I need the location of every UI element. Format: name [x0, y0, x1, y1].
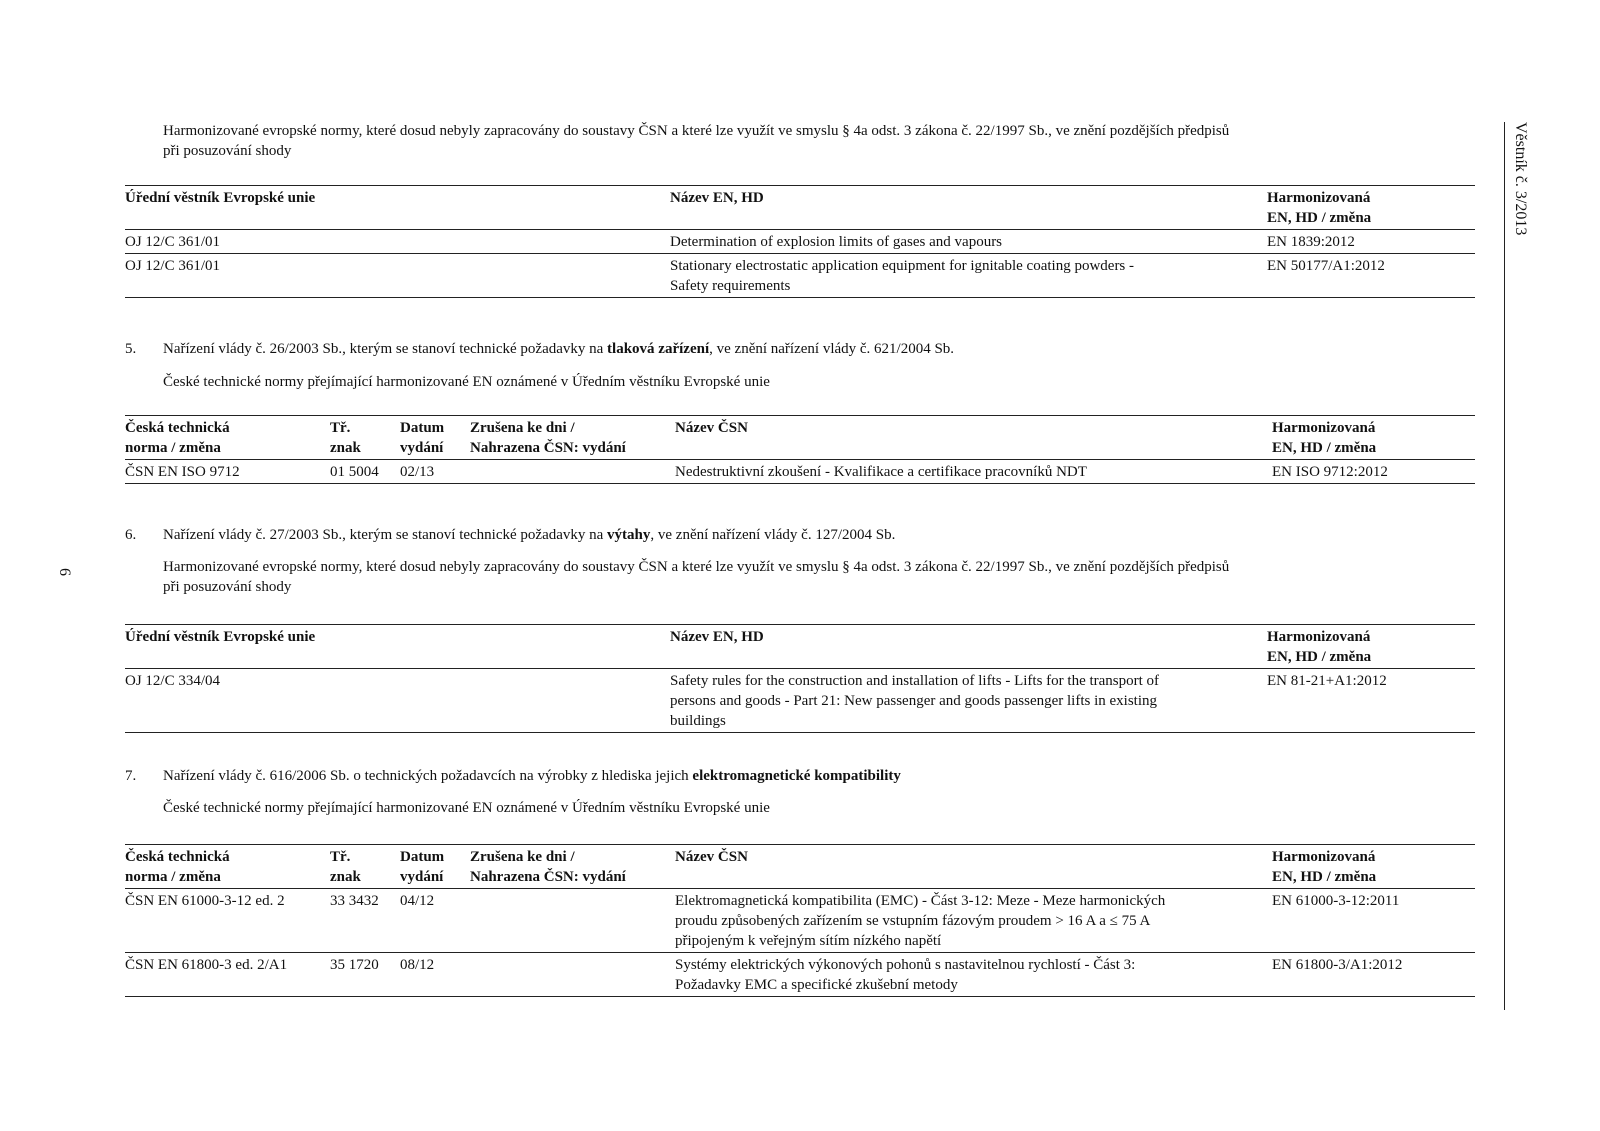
section-7-heading	[125, 766, 1425, 786]
cell-harmonized: EN 61800-3/A1:2012	[1272, 957, 1403, 973]
cell-name	[675, 889, 1272, 953]
cell-name	[670, 669, 1267, 733]
header-line: Harmonizovaná	[1272, 420, 1376, 436]
table-csn-pressure	[125, 415, 1475, 484]
cell-name	[670, 254, 1267, 298]
subtitle-line-1: Harmonizované evropské normy, které dosud nebyly zapracovány do soustavy ČSN a které lze využít ve smyslu § 4a odst. 3 zákona č. 22/1997 Sb., ve znění pozdějších předpisů	[163, 559, 1230, 575]
header-line: Harmonizovaná	[1272, 849, 1376, 865]
cell-name-line: proudu způsobených zařízením se vstupním fázovým proudem > 16 A a ≤ 75 A	[675, 913, 1151, 929]
table-csn-emc	[125, 844, 1475, 997]
intro-line-2: při posuzování shody	[163, 143, 292, 159]
col-header-name: Název EN, HD	[670, 629, 764, 645]
page-number: 6	[56, 568, 73, 576]
cell-date: 02/13	[400, 464, 435, 480]
col-header-class	[330, 416, 400, 460]
cell-name-line: Elektromagnetická kompatibilita (EMC) - Část 3-12: Meze - Meze harmonických	[675, 893, 1166, 909]
cell-class: 01 5004	[330, 464, 379, 480]
col-header-name: Název ČSN	[675, 849, 748, 865]
table-row	[125, 953, 1475, 997]
col-header-name: Název ČSN	[675, 420, 748, 436]
col-header-harmonized-line-2: EN, HD / změna	[1267, 210, 1372, 226]
cell-norm: ČSN EN 61000-3-12 ed. 2	[125, 893, 285, 909]
cell-cancel	[470, 889, 675, 953]
cell-name-line: Safety rules for the construction and installation of lifts - Lifts for the transport of	[670, 673, 1160, 689]
header-line: EN, HD / změna	[1272, 869, 1377, 885]
col-header-name: Název EN, HD	[670, 190, 764, 206]
section-6-subtitle	[163, 557, 1383, 597]
col-header-harmonized-line-1: Harmonizovaná	[1267, 629, 1371, 645]
section-7-subtitle: České technické normy přejímající harmonizované EN oznámené v Úředním věstníku Evropské unie	[163, 800, 770, 816]
col-header-harmonized	[1272, 416, 1475, 460]
cell-name-line: Systémy elektrických výkonových pohonů s nastavitelnou rychlostí - Část 3:	[675, 957, 1136, 973]
col-header-journal: Úřední věstník Evropské unie	[125, 629, 316, 645]
section-text-after: , ve znění nařízení vlády č. 127/2004 Sb.	[650, 527, 896, 543]
header-line: znak	[330, 440, 361, 456]
cell-journal: OJ 12/C 361/01	[125, 234, 221, 250]
cell-harmonized: EN 61000-3-12:2011	[1272, 893, 1400, 909]
header-line: Zrušena ke dni /	[470, 849, 575, 865]
section-text: Nařízení vlády č. 26/2003 Sb., kterým se stanoví technické požadavky na	[163, 341, 608, 357]
col-header-date	[400, 845, 470, 889]
section-bold-term: tlaková zařízení	[607, 341, 710, 357]
cell-date: 04/12	[400, 893, 435, 909]
table-row	[125, 460, 1475, 484]
section-number: 5.	[125, 341, 137, 357]
cell-harmonized: EN ISO 9712:2012	[1272, 464, 1388, 480]
section-text: Nařízení vlády č. 616/2006 Sb. o technických požadavcích na výrobky z hlediska jejich	[163, 768, 693, 784]
cell-name-line: buildings	[670, 713, 726, 729]
cell-cancel	[470, 953, 675, 997]
col-header-cancel	[470, 845, 675, 889]
cell-name	[670, 230, 1267, 254]
col-header-norm	[125, 416, 330, 460]
intro-line-1: Harmonizované evropské normy, které dosud nebyly zapracovány do soustavy ČSN a které lze využít ve smyslu § 4a odst. 3 zákona č. 22/1997 Sb., ve znění pozdějších předpisů	[163, 123, 1230, 139]
table-header-row	[125, 416, 1475, 460]
header-line: Datum	[400, 420, 445, 436]
cell-class: 33 3432	[330, 893, 379, 909]
table-row	[125, 254, 1475, 298]
cell-class: 35 1720	[330, 957, 379, 973]
cell-journal: OJ 12/C 334/04	[125, 673, 221, 689]
cell-harmonized: EN 50177/A1:2012	[1267, 258, 1385, 274]
cell-journal: OJ 12/C 361/01	[125, 258, 221, 274]
cell-name-line: persons and goods - Part 21: New passenger and goods passenger lifts in existing	[670, 693, 1158, 709]
header-line: EN, HD / změna	[1272, 440, 1377, 456]
cell-name	[675, 953, 1272, 997]
section-5-subtitle: České technické normy přejímající harmonizované EN oznámené v Úředním věstníku Evropské unie	[163, 374, 770, 390]
col-header-class	[330, 845, 400, 889]
col-header-journal: Úřední věstník Evropské unie	[125, 190, 316, 206]
subtitle-line-2: při posuzování shody	[163, 579, 292, 595]
section-text-after: , ve znění nařízení vlády č. 621/2004 Sb.	[709, 341, 955, 357]
cell-name: Nedestruktivní zkoušení - Kvalifikace a certifikace pracovníků NDT	[675, 464, 1087, 480]
section-6-heading	[125, 525, 1425, 545]
section-number: 7.	[125, 768, 137, 784]
header-line: norma / změna	[125, 869, 221, 885]
header-line: Nahrazena ČSN: vydání	[470, 440, 626, 456]
table-oj-lifts	[125, 624, 1475, 733]
table-row	[125, 230, 1475, 254]
cell-harmonized: EN 1839:2012	[1267, 234, 1355, 250]
table-row	[125, 669, 1475, 733]
cell-name-line: Determination of explosion limits of gases and vapours	[670, 234, 1003, 250]
col-header-harmonized-line-2: EN, HD / změna	[1267, 649, 1372, 665]
col-header-harmonized	[1272, 845, 1475, 889]
header-line: Česká technická	[125, 849, 230, 865]
table-header-row	[125, 186, 1475, 230]
header-line: Tř.	[330, 849, 351, 865]
section-number: 6.	[125, 527, 137, 543]
table-header-row	[125, 845, 1475, 889]
col-header-norm	[125, 845, 330, 889]
header-line: Česká technická	[125, 420, 230, 436]
header-line: Zrušena ke dni /	[470, 420, 575, 436]
cell-name-line: Safety requirements	[670, 278, 791, 294]
intro-paragraph	[163, 121, 1383, 161]
cell-cancel	[470, 460, 675, 484]
table-header-row	[125, 625, 1475, 669]
cell-harmonized: EN 81-21+A1:2012	[1267, 673, 1387, 689]
header-line: vydání	[400, 440, 444, 456]
header-line: znak	[330, 869, 361, 885]
table-oj-explosion	[125, 185, 1475, 298]
cell-norm: ČSN EN ISO 9712	[125, 464, 240, 480]
table-row	[125, 889, 1475, 953]
col-header-harmonized-line-1: Harmonizovaná	[1267, 190, 1371, 206]
col-header-harmonized	[1267, 625, 1475, 669]
journal-side-title: Věstník č. 3/2013	[1512, 122, 1529, 236]
cell-name-line: Stationary electrostatic application equipment for ignitable coating powders -	[670, 258, 1135, 274]
section-5-heading	[125, 339, 1425, 359]
header-line: Tř.	[330, 420, 351, 436]
col-header-harmonized	[1267, 186, 1475, 230]
cell-norm: ČSN EN 61800-3 ed. 2/A1	[125, 957, 288, 973]
section-text: Nařízení vlády č. 27/2003 Sb., kterým se stanoví technické požadavky na	[163, 527, 608, 543]
section-bold-term: výtahy	[607, 527, 651, 543]
cell-date: 08/12	[400, 957, 435, 973]
col-header-cancel	[470, 416, 675, 460]
side-divider	[1504, 122, 1505, 1010]
cell-name-line: připojeným k veřejným sítím nízkého napětí	[675, 933, 942, 949]
section-bold-term: elektromagnetické kompatibility	[692, 768, 901, 784]
col-header-date	[400, 416, 470, 460]
header-line: vydání	[400, 869, 444, 885]
header-line: Datum	[400, 849, 445, 865]
header-line: norma / změna	[125, 440, 221, 456]
header-line: Nahrazena ČSN: vydání	[470, 869, 626, 885]
cell-name-line: Požadavky EMC a specifické zkušební metody	[675, 977, 958, 993]
